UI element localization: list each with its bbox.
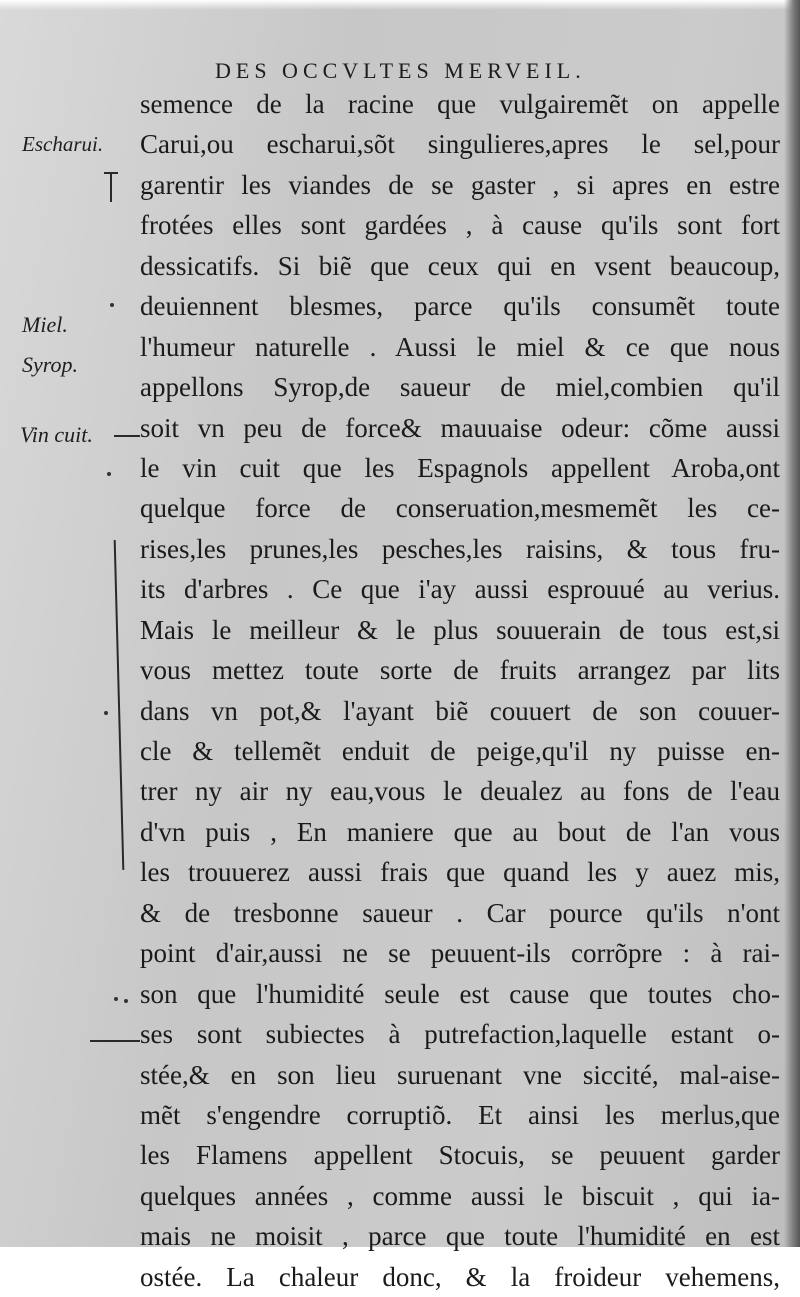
margin-mark-dot bbox=[107, 472, 111, 476]
margin-note-miel: Miel. bbox=[22, 312, 68, 337]
text-line: son que l'humidité seule est cause que toutes cho- bbox=[140, 978, 780, 1009]
text-line: cle & tellemẽt enduit de peige,qu'il ny puisse en- bbox=[140, 736, 780, 766]
text-line: & de tresbonne saueur . Car pource qu'ils n'ont bbox=[140, 897, 780, 928]
body-text bbox=[140, 84, 780, 1297]
text-line: quelques années , comme aussi le biscuit , qui ia- bbox=[140, 1180, 780, 1211]
text-line: le vin cuit que les Espagnols appellent Aroba,ont bbox=[140, 452, 780, 483]
text-line: ostée. La chaleur donc, & la froideur vehemens, bbox=[140, 1261, 780, 1292]
text-line: its d'arbres . Ce que i'ay aussi esprouué au verius. bbox=[140, 574, 780, 605]
text-line: appellons Syrop,de saueur de miel,combien qu'il bbox=[140, 372, 780, 403]
running-head: DES OCCVLTES MERVEIL. bbox=[215, 58, 586, 83]
text-line: l'humeur naturelle . Aussi le miel & ce que nous bbox=[140, 331, 780, 362]
text-line: Carui,ou escharui,sõt singulieres,apres le sel,pour bbox=[140, 129, 780, 160]
text-line: dessicatifs. Si biẽ que ceux qui en vsent beaucoup, bbox=[140, 250, 780, 281]
text-line: frotées elles sont gardées , à cause qu'ils sont fort bbox=[140, 210, 780, 241]
margin-note-syrop: Syrop. bbox=[22, 352, 79, 377]
text-line: ses sont subiectes à putrefaction,laquelle estant o- bbox=[140, 1019, 780, 1050]
text-line: stée,& en son lieu suruenant vne siccité, mal-aise- bbox=[140, 1059, 780, 1090]
margin-note-vin-cuit: Vin cuit. bbox=[20, 422, 93, 447]
margin-mark-dot bbox=[124, 999, 128, 1003]
text-line: semence de la racine que vulgairemẽt on appelle bbox=[140, 89, 780, 119]
text-line: d'vn puis , En maniere que au bout de l'an vous bbox=[140, 816, 780, 847]
text-line: point d'air,aussi ne se peuuent-ils corrõpre : à rai- bbox=[140, 938, 780, 969]
margin-note-escharui: Escharui. bbox=[22, 132, 104, 156]
text-line: garentir les viandes de se gaster , si apres en estre bbox=[140, 169, 780, 200]
text-line: rises,les prunes,les pesches,les raisins, & tous fru- bbox=[140, 533, 780, 564]
text-line: les trouuerez aussi frais que quand les y auez mis, bbox=[140, 857, 780, 888]
text-line: mẽt s'engendre corruptiõ. Et ainsi les merlus,que bbox=[140, 1099, 780, 1130]
text-line: dans vn pot,& l'ayant biẽ couuert de son couuer- bbox=[140, 695, 780, 726]
text-line: trer ny air ny eau,vous le deualez au fons de l'eau bbox=[140, 776, 780, 807]
margin-mark-dash-flamens bbox=[90, 1040, 140, 1042]
margin-mark-dash-vin-cuit bbox=[114, 435, 140, 437]
margin-mark-dot bbox=[110, 303, 114, 307]
text-line: mais ne moisit , parce que toute l'humidité en est bbox=[140, 1221, 780, 1252]
text-line: Mais le meilleur & le plus souuerain de tous est,si bbox=[140, 614, 780, 645]
text-line: vous mettez toute sorte de fruits arrangez par lits bbox=[140, 655, 780, 686]
margin-mark-dot bbox=[104, 711, 108, 715]
margin-mark-bracket-stem bbox=[110, 172, 112, 202]
text-line: les Flamens appellent Stocuis, se peuuent garder bbox=[140, 1140, 780, 1171]
text-line: soit vn peu de force& mauuaise odeur: cõme aussi bbox=[140, 412, 780, 443]
text-line: deuiennent blesmes, parce qu'ils consumẽt toute bbox=[140, 291, 780, 322]
margin-mark-vertical-line bbox=[114, 540, 125, 870]
text-line: quelque force de conseruation,mesmemẽt les ce- bbox=[140, 493, 780, 524]
page-top-edge bbox=[0, 0, 800, 10]
margin-mark-dot bbox=[114, 997, 118, 1001]
page-gutter-shadow bbox=[784, 0, 800, 1247]
